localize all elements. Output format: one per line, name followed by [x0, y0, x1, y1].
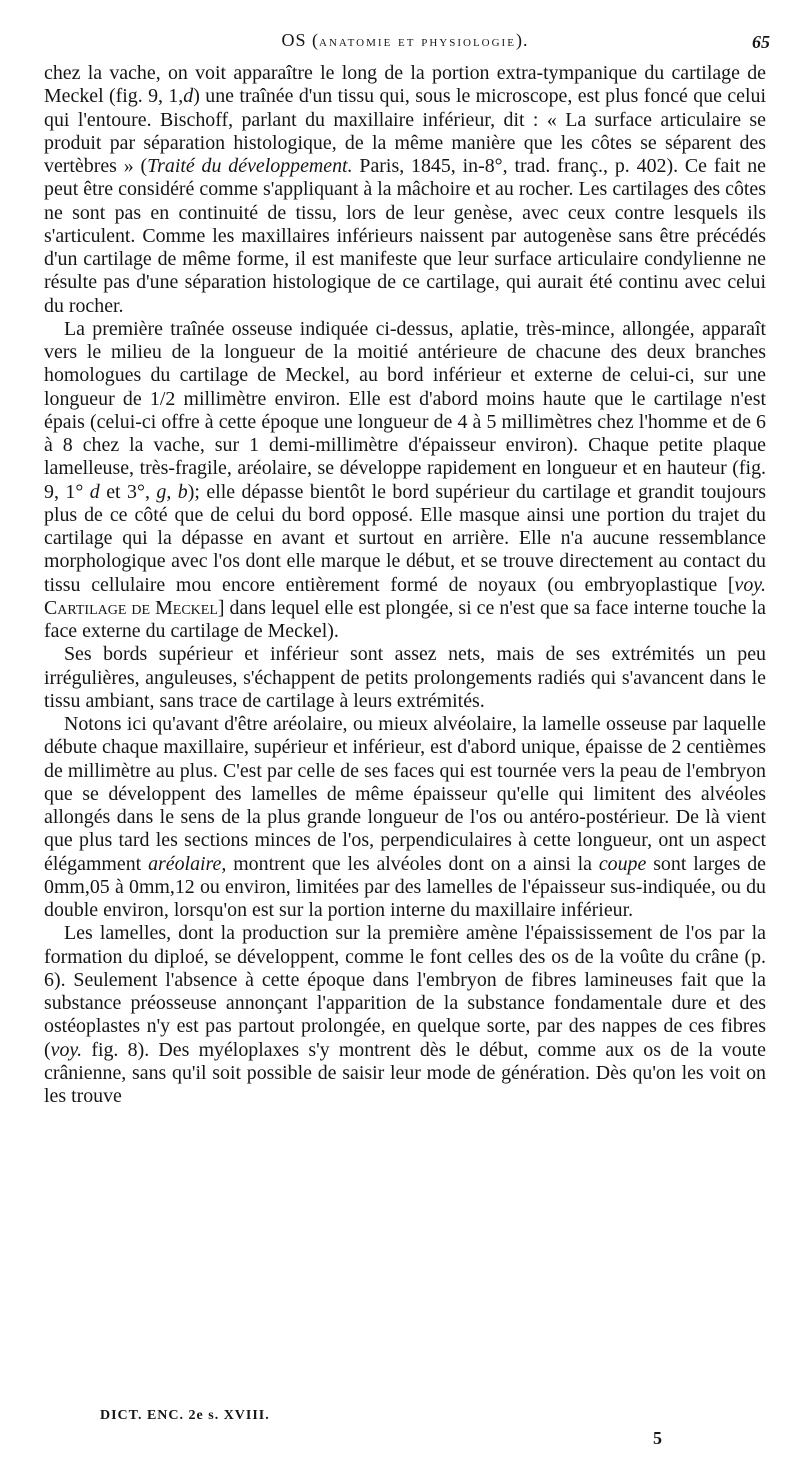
text-run: fig. 8). Des myéloplaxes s'y montrent dès le début, comme aux os de la voute crânienne, sans qu'il soit possible de saisir leur mode de génération. Dès qu'on les voit on les trouve: [44, 1038, 766, 1107]
paragraph-1: [44, 62, 766, 318]
text-run: chez la vache, on voit apparaître le long de la portion extra-tympanique du cartilage de Meckel (fig. 9, 1,: [44, 62, 766, 108]
running-title-prefix: OS (: [281, 30, 320, 50]
printer-signature: DICT. ENC. 2e s. XVIII.: [100, 1408, 270, 1423]
cross-reference: Cartilage de Meckel: [44, 596, 218, 619]
paragraph-4: [44, 713, 766, 922]
running-title-suffix: ).: [515, 30, 529, 50]
sheet-number: 5: [653, 1428, 662, 1448]
paragraph-3: Ses bords supérieur et inférieur sont assez nets, mais de ses extrémités un peu irrégulières, anguleuses, s'échappent de petits prolongements radiés qui s'avancent dans le tissu ambiant, sans trace de cartilage à leurs extrémités.: [44, 643, 766, 712]
text-run: Paris, 1845, in-8°, trad. franç., p. 402). Ce fait ne peut être considéré comme s'appliquant à la mâchoire et au rocher. Les cartilages des côtes ne sont pas en continuité de tissu, lors de leur genèse, avec ceux contre lesquels ils s'articulent. Comme les maxillaires inférieurs naissent par autogenèse sans être précédés d'un cartilage de même forme, il est manifeste que leur surface articulaire condylienne ne résulte pas d'une séparation histologique de ce cartilage, qui aurait été continu avec celui du rocher.: [44, 155, 766, 317]
page-number: 65: [752, 32, 770, 52]
text-run: montrent que les alvéoles dont on a ainsi la: [226, 852, 599, 875]
paragraph-5: [44, 922, 766, 1108]
italic-run: d: [183, 85, 194, 108]
italic-run: voy.: [734, 573, 766, 596]
italic-run: Traité du développement.: [147, 155, 353, 177]
text-run: ] dans lequel elle est plongée, si ce n'est que sa face interne touche la face externe du cartilage de Meckel).: [44, 596, 766, 642]
text-run: sont larges de 0mm,05 à 0mm,12 ou environ, limitées par des lamelles de l'épaisseur sus-indiquée, ou du double environ, lorsqu'on est sur la portion interne du maxillaire inférieur.: [44, 852, 766, 921]
italic-run: coupe: [598, 852, 647, 875]
text-run: La première traînée osseuse indiquée ci-dessus, aplatie, très-mince, allongée, apparaît vers le milieu de la longueur de la moitié antérieure de chacune des deux branches homologues du cartilage de Meckel, au bord inférieur et externe de celui-ci, sur une longueur de 1/2 millimètre environ. Elle est d'abord moins haute que le cartilage n'est épais (celui-ci offre à cette époque une longueur de 4 à 5 millimètres chez l'homme et de 6 à 8 chez la vache, sur 1 demi-millimètre d'épaisseur environ). Chaque petite plaque lamelleuse, très-fragile, aréolaire, se développe rapidement en longueur et en hauteur (fig. 9, 1°: [44, 317, 766, 503]
italic-run: aréolaire,: [148, 852, 227, 875]
italic-run: voy.: [50, 1038, 83, 1061]
text-run: et 3°,: [99, 480, 157, 503]
text-run: ) une traînée d'un tissu qui, sous le microscope, est plus foncé que celui qui l'entoure. Bischoff, parlant du maxillaire inférieur, dit : « La surface articulaire se produit par séparation histologique, de la même manière que les côtes se séparent des vertèbres » (: [44, 85, 766, 177]
italic-run: d: [89, 480, 100, 503]
italic-run: g, b: [156, 480, 188, 503]
paragraph-2: [44, 318, 766, 644]
running-title-subject: anatomie et physiologie: [319, 34, 516, 50]
text-run: Notons ici qu'avant d'être aréolaire, ou mieux alvéolaire, la lamelle osseuse par laquelle débute chaque maxillaire, supérieur et inférieur, est d'abord unique, épaisse de 2 centièmes de millimètre au plus. C'est par celle de ses faces qui est tournée vers la peau de l'embryon que se développent des lamelles de même épaisseur qu'elle qui limitent des alvéoles allongés dans le sens de la plus grande longueur de l'os ou antéro-postérieur. De là vient que plus tard les sections minces de l'os, perpendiculaires à cette longueur, ont un aspect élégamment: [44, 713, 766, 875]
page-footer: [100, 1408, 662, 1452]
text-run: ); elle dépasse bientôt le bord supérieur du cartilage et grandit toujours plus de ce côté que de celui du bord opposé. Elle masque ainsi une portion du trajet du cartilage qui la dépasse en avant et surtout en arrière. Elle n'a aucune ressemblance morphologique avec l'os dont elle marque le début, et se trouve directement au contact du tissu cellulaire mou encore entièrement formé de noyaux (ou embryoplastique [: [44, 480, 766, 596]
text-run: Les lamelles, dont la production sur la première amène l'épaississement de l'os par la formation du diploé, se développent, comme le font celles des os de la voûte du crâne (p. 6). Seulement l'absence à cette époque dans l'embryon de fibres lamineuses fait que la substance préosseuse annonçant l'apparition de la substance fondamentale dure et des ostéoplastes n'y est pas partout prolongée, en quelque sorte, par des nappes de ces fibres (: [44, 922, 766, 1061]
running-title: [40, 30, 770, 51]
running-head: [40, 30, 770, 56]
body-text: [44, 62, 766, 1108]
